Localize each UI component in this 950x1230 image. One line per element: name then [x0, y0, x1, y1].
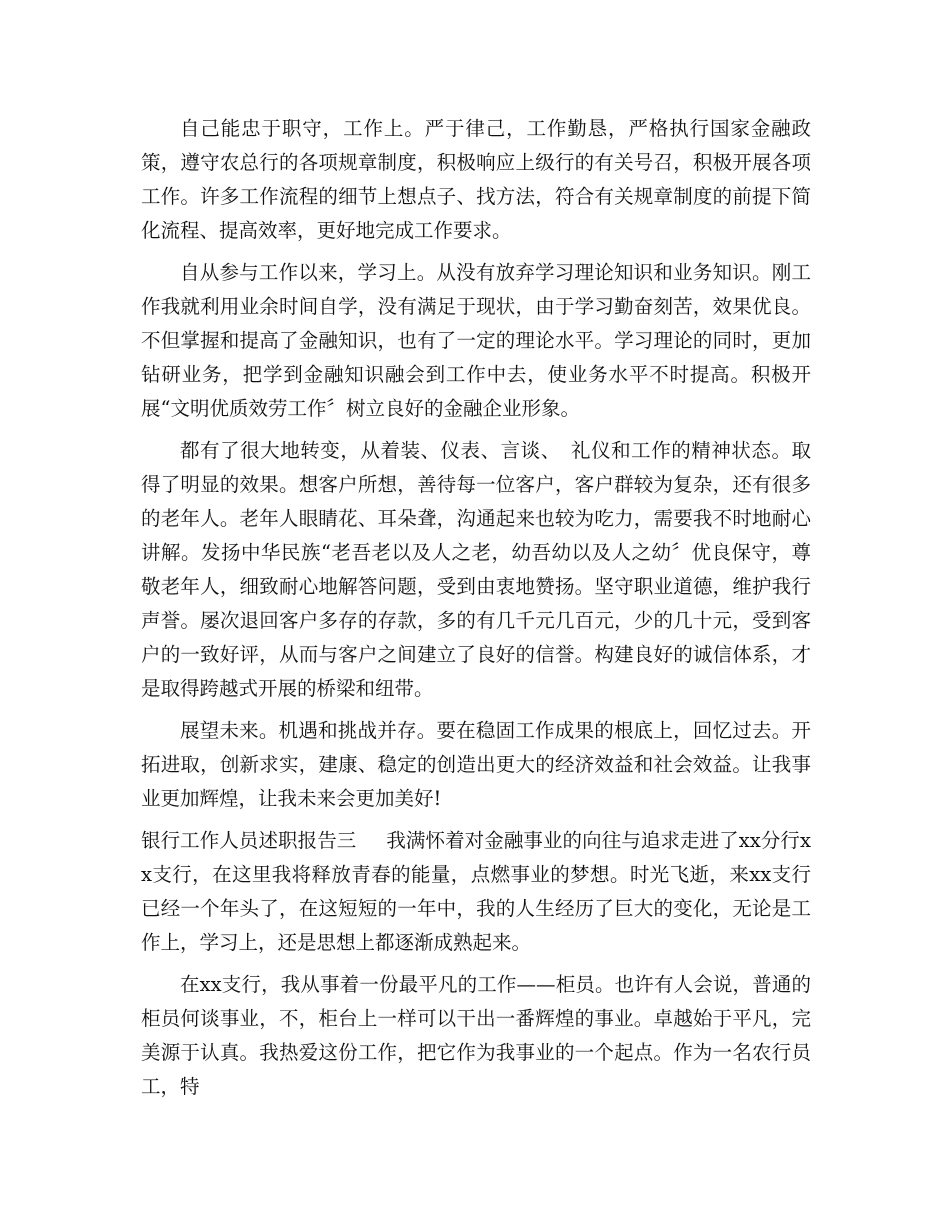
paragraph: 都有了很大地转变，从着装、仪表、言谈、 礼仪和工作的精神状态。取得了明显的效果。想客户所想，善待每一位客户，客户群较为复杂，还有很多的老年人。老年人眼睛花、耳朵聋，沟通起来也较为吃力，需要我不时地耐心讲解。发扬中华民族“老吾老以及人之老，幼吾幼以及人之幼〞优良保守，尊敬老年人，细致耐心地解答问题，受到由衷地赞扬。坚守职业道德，维护我行声誉。屡次退回客户多存的存款，多的有几千元几百元，少的几十元，受到客户的一致好评，从而与客户之间建立了良好的信誉。构建良好的诚信体系，才是取得跨越式开展的桥梁和纽带。 [141, 439, 811, 700]
paragraph: 展望未来。机遇和挑战并存。要在稳固工作成果的根底上，回忆过去。开拓进取，创新求实，建康、稳定的创造出更大的经济效益和社会效益。让我事业更加辉煌，让我未来会更加美好! [141, 719, 811, 810]
section-paragraph [141, 824, 811, 960]
document-body [141, 112, 811, 1112]
paragraph: 在xx支行，我从事着一份最平凡的工作——柜员。也许有人会说，普通的柜员何谈事业，不，柜台上一样可以干出一番辉煌的事业。卓越始于平凡，完美源于认真。我热爱这份工作，把它作为我事业的一个起点。作为一名农行员工，特 [141, 973, 811, 1098]
paragraph: 自己能忠于职守，工作上。严于律己，工作勤恳，严格执行国家金融政策，遵守农总行的各项规章制度，积极响应上级行的有关号召，积极开展各项工作。许多工作流程的细节上想点子、找方法，符合有关规章制度的前提下简化流程、提高效率，更好地完成工作要求。 [141, 117, 811, 242]
paragraph: 自从参与工作以来，学习上。从没有放弃学习理论知识和业务知识。刚工作我就利用业余时间自学，没有满足于现状，由于学习勤奋刻苦，效果优良。不但掌握和提高了金融知识，也有了一定的理论水平。学习理论的同时，更加钻研业务，把学到金融知识融会到工作中去，使业务水平不时提高。积极开展“文明优质效劳工作〞树立良好的金融企业形象。 [141, 261, 811, 420]
section-heading: 银行工作人员述职报告三 [141, 829, 357, 852]
section-first-paragraph-text: 我满怀着对金融事业的向往与追求走进了xx分行xx支行，在这里我将释放青春的能量，点燃事业的梦想。时光飞逝，来xx支行已经一个年头了，在这短短的一年中，我的人生经历了巨大的变化，无论是工作上，学习上，还是思想上都逐渐成熟起来。 [141, 829, 811, 954]
